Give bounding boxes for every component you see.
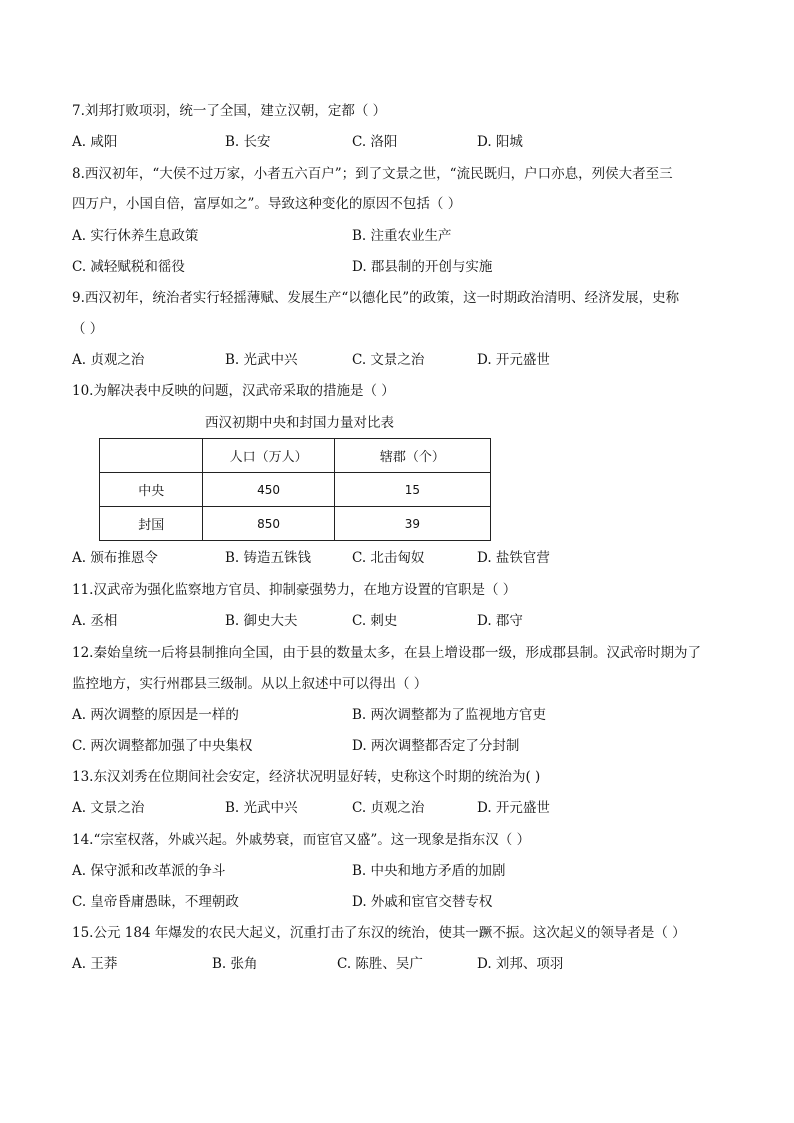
table-cell: 15 [334,473,490,507]
question-14-options-row-2 [72,892,732,912]
option-d: D. 阳城 [477,134,523,150]
option-c: C. 皇帝昏庸愚昧，不理朝政 [72,894,239,910]
question-12-stem-line-1: 12.秦始皇统一后将县制推向全国，由于县的数量太多，在县上增设郡一级，形成郡县制。汉武帝时期为了 [72,645,701,661]
option-d: D. 外戚和宦官交替专权 [352,894,493,910]
option-a: A. 颁布推恩令 [72,550,158,566]
option-b: B. 御史大夫 [225,613,298,629]
option-b: B. 张角 [212,956,258,972]
option-a: A. 丞相 [72,613,118,629]
option-c: C. 贞观之治 [352,800,425,816]
table-cell: 450 [203,473,334,507]
option-a: A. 贞观之治 [72,352,145,368]
question-7-stem: 7.刘邦打败项羽，统一了全国，建立汉朝，定都（ ） [72,103,387,119]
table-cell: 850 [203,507,334,541]
question-7-options [72,132,732,152]
question-8-stem-line-2: 四万户，小国自倍，富厚如之”。导致这种变化的原因不包括（ ） [72,196,462,212]
table-header-cell: 辖郡（个） [334,439,490,473]
table-header-row [100,439,491,473]
option-c: C. 北击匈奴 [352,550,425,566]
comparison-table [99,438,491,541]
table-header-cell [100,439,203,473]
table-row [100,473,491,507]
option-b: B. 长安 [225,134,271,150]
question-15-options [72,954,732,974]
question-11-stem: 11.汉武帝为强化监察地方官员、抑制豪强势力，在地方设置的官职是（ ） [72,582,517,598]
option-d: D. 开元盛世 [477,352,550,368]
question-9-stem-line-1: 9.西汉初年，统治者实行轻摇薄赋、发展生产“以德化民”的政策，这一时期政治清明、经济发展，史称 [72,290,680,306]
option-a: A. 两次调整的原因是一样的 [72,707,239,723]
table-cell: 中央 [100,473,203,507]
option-c: C. 洛阳 [352,134,398,150]
option-d: D. 开元盛世 [477,800,550,816]
option-c: C. 两次调整都加强了中央集权 [72,738,253,754]
table-row [100,507,491,541]
question-9-stem-line-2: （ ） [72,321,104,337]
option-c: C. 陈胜、吴广 [337,956,423,972]
question-14-options-row-1 [72,861,732,881]
option-a: A. 咸阳 [72,134,118,150]
question-14-stem: 14.“宗室权落，外戚兴起。外戚势衰，而宦官又盛”。这一现象是指东汉（ ） [72,832,531,848]
question-8-stem-line-1: 8.西汉初年，“大侯不过万家，小者五六百户”；到了文景之世，“流民既归，户口亦息，列侯大者至三 [72,166,673,182]
option-d: D. 盐铁官营 [477,550,550,566]
question-12-options-row-1 [72,705,732,725]
option-a: A. 实行休养生息政策 [72,228,199,244]
option-d: D. 两次调整都否定了分封制 [352,738,520,754]
table-cell: 封国 [100,507,203,541]
option-a: A. 保守派和改革派的争斗 [72,863,226,879]
question-15-stem: 15.公元 184 年爆发的农民大起义，沉重打击了东汉的统治，使其一蹶不振。这次起义的领导者是（ ） [72,925,686,941]
question-9-options [72,350,732,370]
table-header-cell: 人口（万人） [203,439,334,473]
option-b: B. 中央和地方矛盾的加剧 [352,863,506,879]
option-a: A. 王莽 [72,956,118,972]
option-c: C. 文景之治 [352,352,425,368]
question-10-options [72,548,732,568]
question-8-options-row-2 [72,257,732,277]
option-b: B. 光武中兴 [225,352,298,368]
option-b: B. 光武中兴 [225,800,298,816]
option-b: B. 两次调整都为了监视地方官吏 [352,707,547,723]
option-b: B. 铸造五铢钱 [225,550,312,566]
option-c: C. 减轻赋税和徭役 [72,259,185,275]
question-10-stem: 10.为解决表中反映的问题，汉武帝采取的措施是（ ） [72,383,395,399]
question-13-options [72,798,732,818]
question-12-stem-line-2: 监控地方，实行州郡县三级制。从以上叙述中可以得出（ ） [72,676,428,692]
option-d: D. 郡县制的开创与实施 [352,259,493,275]
option-d: D. 刘邦、项羽 [477,956,564,972]
table-caption: 西汉初期中央和封国力量对比表 [205,415,394,431]
question-11-options [72,611,732,631]
question-12-options-row-2 [72,736,732,756]
option-d: D. 郡守 [477,613,523,629]
option-a: A. 文景之治 [72,800,145,816]
table-cell: 39 [334,507,490,541]
option-c: C. 刺史 [352,613,398,629]
option-b: B. 注重农业生产 [352,228,452,244]
question-13-stem: 13.东汉刘秀在位期间社会安定，经济状况明显好转，史称这个时期的统治为( ) [72,769,541,785]
question-8-options-row-1 [72,226,732,246]
